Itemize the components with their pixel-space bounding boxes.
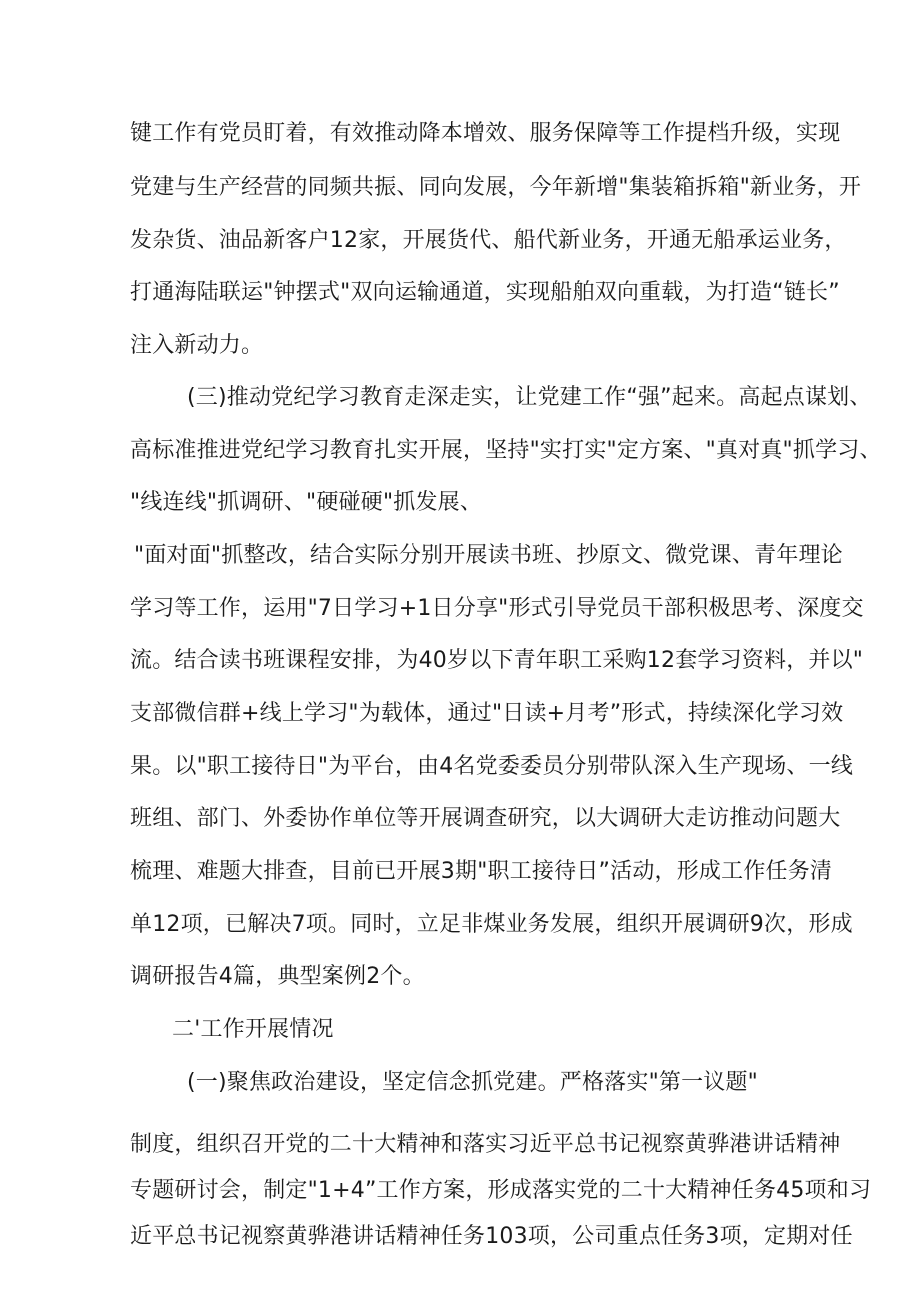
section-heading-1: (一)聚焦政治建设，坚定信念抓党建。严格落实"第一议题" bbox=[187, 1070, 759, 1095]
text-line: 单12项，已解决7项。同时，立足非煤业务发展，组织开展调研9次，形成 bbox=[130, 912, 853, 937]
section-heading-2: 二'工作开展情况 bbox=[172, 1017, 334, 1042]
text-line: 打通海陆联运"钟摆式"双向运输通道，实现船舶双向重载，为打造“链长” bbox=[130, 280, 840, 305]
text-line: 支部微信群+线上学习"为载体，通过"日读+月考”形式，持续深化学习效 bbox=[130, 701, 844, 726]
text-line: 发杂货、油品新客户12家，开展货代、船代新业务，开通无船承运业务， bbox=[130, 228, 847, 253]
text-line: 高标准推进党纪学习教育扎实开展，坚持"实打实"定方案、"真对真"抓学习、 bbox=[130, 438, 882, 463]
text-line: 专题研讨会，制定"1+4”工作方案，形成落实党的二十大精神任务45项和习 bbox=[130, 1178, 872, 1203]
text-line: 调研报告4篇，典型案例2个。 bbox=[130, 964, 425, 989]
text-line: "面对面"抓整改，结合实际分别开展读书班、抄原文、微党课、青年理论 bbox=[134, 543, 843, 568]
text-line: 班组、部门、外委协作单位等开展调查研究，以大调研大走访推动问题大 bbox=[130, 806, 841, 831]
text-line: 学习等工作，运用"7日学习+1日分享"形式引导党员干部积极思考、深度交 bbox=[130, 596, 864, 621]
text-line: 键工作有党员盯着，有效推动降本增效、服务保障等工作提档升级，实现 bbox=[130, 121, 841, 146]
text-line: 注入新动力。 bbox=[130, 333, 264, 358]
text-line: 梳理、难题大排查，目前已开展3期"职工接待日”活动，形成工作任务清 bbox=[130, 859, 833, 884]
text-line: 流。结合读书班课程安排，为40岁以下青年职工采购12套学习资料，并以" bbox=[130, 648, 864, 673]
text-line: 果。以"职工接待日"为平台，由4名党委委员分别带队深入生产现场、一线 bbox=[130, 754, 854, 779]
text-line: 近平总书记视察黄骅港讲话精神任务103项，公司重点任务3项，定期对任 bbox=[130, 1224, 853, 1249]
text-line: "线连线"抓调研、"硬碰硬"抓发展、 bbox=[130, 490, 483, 515]
text-line: 制度，组织召开党的二十大精神和落实习近平总书记视察黄骅港讲话精神 bbox=[130, 1132, 841, 1157]
text-line: 党建与生产经营的同频共振、同向发展，今年新增"集装箱拆箱"新业务，开 bbox=[130, 175, 862, 200]
section-heading-3: (三)推动党纪学习教育走深走实，让党建工作“强”起来。高起点谋划、 bbox=[187, 385, 872, 410]
